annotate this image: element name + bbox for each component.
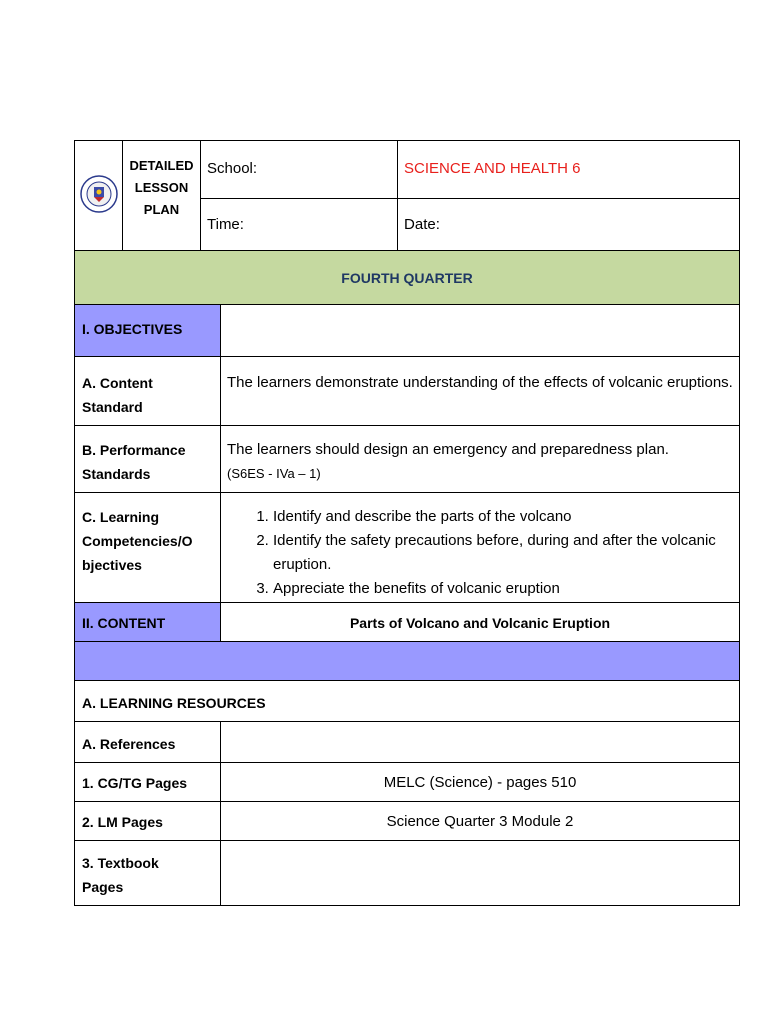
label-line: A. Content [82, 375, 153, 391]
content-standard-text: The learners demonstrate understanding of the effects of volcanic eruptions. [227, 374, 733, 391]
textbook-pages-value-cell [221, 841, 740, 906]
label-line: 3. Textbook [82, 855, 159, 871]
lm-pages-label: 2. LM Pages [82, 814, 163, 830]
objectives-row [75, 305, 740, 357]
lm-pages-value-cell [221, 802, 740, 841]
textbook-pages-row [75, 841, 740, 906]
performance-standard-row [75, 426, 740, 493]
deped-seal-logo [75, 141, 123, 251]
time-label: Time: [207, 216, 244, 233]
content-standard-value [221, 357, 740, 426]
lesson-plan-document [74, 140, 739, 906]
objectives-heading: I. OBJECTIVES [82, 321, 183, 337]
label-line: B. Performance [82, 442, 186, 458]
cg-pages-label-cell [75, 763, 221, 802]
time-cell [201, 199, 398, 251]
content-heading: II. CONTENT [82, 615, 166, 631]
references-row [75, 722, 740, 763]
lesson-plan-table [74, 140, 740, 906]
competencies-list [221, 505, 739, 601]
purple-spacer-row [75, 642, 740, 681]
label-line: Standard [82, 399, 143, 415]
school-value: SCIENCE AND HEALTH 6 [404, 160, 581, 177]
content-heading-cell [75, 603, 221, 642]
date-label: Date: [404, 216, 440, 233]
competencies-label [75, 493, 221, 603]
objectives-heading-cell [75, 305, 221, 357]
content-value-cell [221, 603, 740, 642]
quarter-banner [75, 251, 740, 305]
cg-pages-row [75, 763, 740, 802]
cg-pages-value: MELC (Science) - pages 510 [383, 774, 577, 791]
references-label-cell [75, 722, 221, 763]
seal-icon [79, 174, 119, 214]
competency-item: 2. Identify the safety precautions before, during and after the volcanic eruption. [273, 529, 739, 577]
references-value-cell [221, 722, 740, 763]
competency-item: 3. Appreciate the benefits of volcanic eruption [273, 577, 739, 601]
quarter-title: FOURTH QUARTER [341, 269, 473, 286]
header-row [75, 141, 740, 199]
lm-pages-label-cell [75, 802, 221, 841]
label-line: bjectives [82, 557, 142, 573]
performance-standard-label [75, 426, 221, 493]
title-line: PLAN [143, 202, 180, 217]
performance-code: (S6ES - IVa – 1) [227, 466, 321, 481]
lm-pages-row [75, 802, 740, 841]
objectives-empty-cell [221, 305, 740, 357]
purple-spacer [75, 642, 740, 681]
label-line: Pages [82, 879, 124, 895]
content-standard-row [75, 357, 740, 426]
content-value: Parts of Volcano and Volcanic Eruption [349, 615, 611, 631]
title-line: LESSON [134, 180, 189, 195]
learning-resources-heading: A. LEARNING RESOURCES [82, 695, 266, 711]
performance-text: The learners should design an emergency and preparedness plan. [227, 441, 669, 458]
school-label: School: [207, 160, 258, 177]
lm-pages-value: Science Quarter 3 Module 2 [386, 813, 574, 830]
content-standard-label [75, 357, 221, 426]
title-line: DETAILED [129, 158, 194, 173]
label-line: Standards [82, 466, 151, 482]
label-line: C. Learning [82, 509, 160, 525]
competency-item: 1. Identify and describe the parts of the volcano [273, 505, 739, 529]
learning-resources-row [75, 681, 740, 722]
lesson-plan-title [123, 141, 201, 251]
performance-standard-value [221, 426, 740, 493]
references-label: A. References [82, 736, 176, 752]
school-value-cell [398, 141, 740, 199]
competencies-row [75, 493, 740, 603]
cg-pages-value-cell [221, 763, 740, 802]
competencies-list-cell [221, 493, 740, 603]
content-row [75, 603, 740, 642]
label-line: Competencies/O [82, 533, 193, 549]
cg-pages-label: 1. CG/TG Pages [82, 775, 188, 791]
school-label-cell [201, 141, 398, 199]
date-cell [398, 199, 740, 251]
learning-resources-cell [75, 681, 740, 722]
quarter-row [75, 251, 740, 305]
textbook-pages-label [75, 841, 221, 906]
